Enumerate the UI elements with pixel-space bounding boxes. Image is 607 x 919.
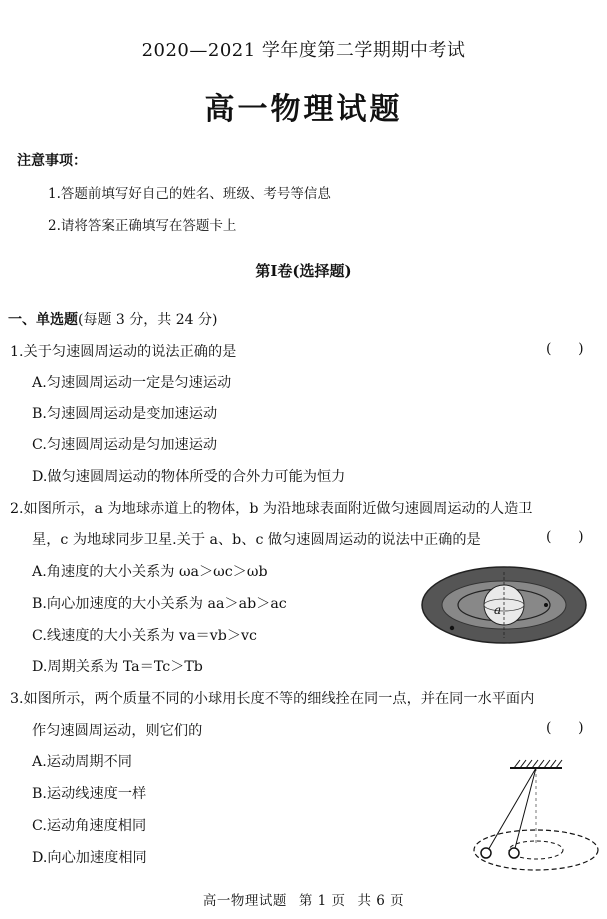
question-3-answer-blank: ( ) xyxy=(546,720,584,736)
question-2-answer-blank: ( ) xyxy=(546,529,584,545)
question-1-option-d: D.做匀速圆周运动的物体所受的合外力可能为恒力 xyxy=(32,469,346,485)
question-3-stem-line-1: 3.如图所示，两个质量不同的小球用长度不等的细线拴在同一点，并在同一水平面内 xyxy=(10,691,535,707)
section-title: 第Ⅰ卷(选择题) xyxy=(255,262,352,280)
question-3-option-b: B.运动线速度一样 xyxy=(32,786,147,802)
long-string xyxy=(487,768,536,852)
ball-1 xyxy=(481,848,491,858)
ball-2 xyxy=(509,848,519,858)
notes-heading: 注意事项： xyxy=(17,153,87,169)
note-item: 2.请将答案正确填写在答题卡上 xyxy=(48,218,237,234)
question-2-option-b: B.向心加速度的大小关系为 aa＞ab＞ac xyxy=(32,596,287,612)
question-3-stem-line-2: 作匀速圆周运动，则它们的 xyxy=(32,723,203,739)
question-1-option-b: B.匀速圆周运动是变加速运动 xyxy=(32,406,218,422)
question-3-option-c: C.运动角速度相同 xyxy=(32,818,147,834)
part-heading xyxy=(8,309,217,329)
exam-title: 2020—2021 学年度第二学期期中考试 xyxy=(141,40,466,61)
question-1-option-c: C.匀速圆周运动是匀加速运动 xyxy=(32,437,218,453)
question-1-option-a: A.匀速圆周运动一定是匀速运动 xyxy=(32,375,232,391)
earth-orbit-figure xyxy=(418,560,593,650)
short-string xyxy=(514,768,536,852)
conical-pendulum-figure xyxy=(470,756,600,878)
question-2-stem-line-2: 星，c 为地球同步卫星.关于 a、b、c 做匀速圆周运动的说法中正确的是 xyxy=(32,532,481,548)
note-item: 1.答题前填写好自己的姓名、班级、考号等信息 xyxy=(48,186,331,202)
page-footer xyxy=(0,889,607,909)
question-1-answer-blank: ( ) xyxy=(546,341,584,357)
question-1-stem: 1.关于匀速圆周运动的说法正确的是 xyxy=(10,344,237,360)
question-3-option-d: D.向心加速度相同 xyxy=(32,850,147,866)
figure-label-a: a xyxy=(494,603,502,617)
question-2-stem-line-1: 2.如图所示，a 为地球赤道上的物体，b 为沿地球表面附近做匀速圆周运动的人造卫 xyxy=(10,501,533,517)
ceiling-hatch xyxy=(514,760,562,768)
footer-paper-title: 高一物理试题 xyxy=(202,893,287,909)
question-2-option-d: D.周期关系为 Ta＝Tc＞Tb xyxy=(32,659,203,675)
satellite-b-dot xyxy=(544,603,548,607)
part-note: (每题 3 分，共 24 分) xyxy=(78,312,218,328)
satellite-c-dot xyxy=(450,626,454,630)
question-2-option-a: A.角速度的大小关系为 ωa＞ωc＞ωb xyxy=(32,564,268,580)
part-label: 一、单选题 xyxy=(8,312,78,328)
question-2-option-c: C.线速度的大小关系为 va＝vb＞vc xyxy=(32,628,257,644)
paper-title: 高一物理试题 xyxy=(204,92,403,127)
question-3-option-a: A.运动周期不同 xyxy=(32,754,132,770)
footer-page-number: 第 1 页 xyxy=(298,893,346,909)
footer-total-pages: 共 6 页 xyxy=(357,893,405,909)
